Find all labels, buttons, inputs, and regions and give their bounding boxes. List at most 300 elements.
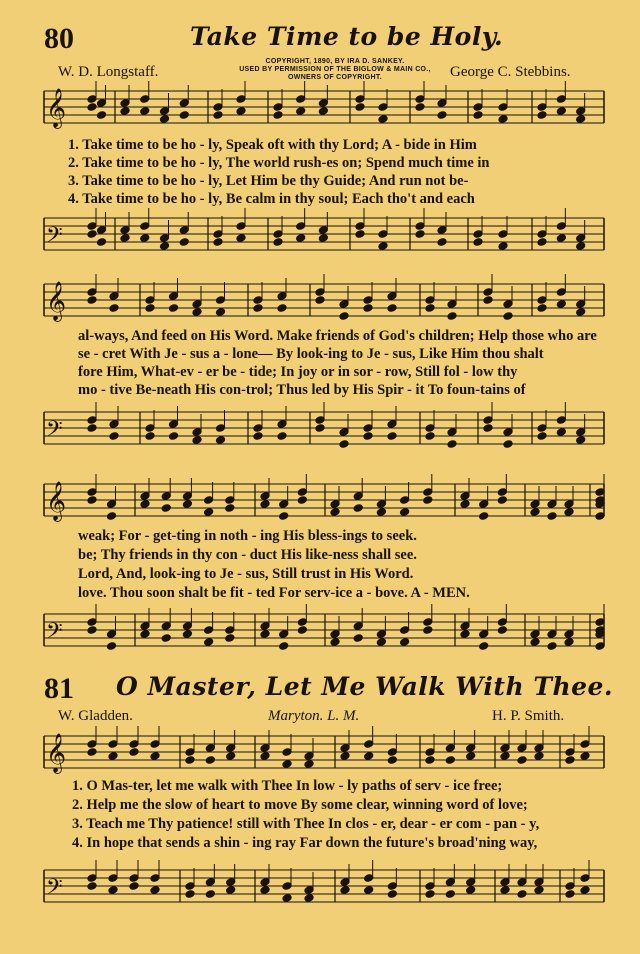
note-head xyxy=(318,107,328,116)
note-head xyxy=(353,622,363,631)
note-head xyxy=(145,296,155,305)
note-head xyxy=(339,312,349,321)
note-head xyxy=(378,103,388,112)
note-head xyxy=(556,222,566,231)
lyric-line: se - cret With Je - sus a - lone— By look-ing to Je - sus, Like Him thou shalt xyxy=(78,346,544,362)
note-head xyxy=(87,288,97,297)
note-head xyxy=(483,296,493,305)
note-head xyxy=(534,878,544,887)
note-head xyxy=(236,234,246,243)
hymn-title: Take Time to be Holy. xyxy=(190,22,504,51)
note-head xyxy=(556,234,566,243)
note-head xyxy=(226,886,236,895)
note-head xyxy=(564,630,574,639)
note-head xyxy=(547,512,557,521)
note-head xyxy=(107,500,117,509)
note-head xyxy=(318,99,328,108)
note-head xyxy=(447,428,457,437)
note-head xyxy=(273,238,283,247)
note-head xyxy=(108,886,118,895)
note-head xyxy=(120,234,130,243)
note-head xyxy=(315,296,325,305)
lyric-line: be; Thy friends in thy con - duct His like-ness shall see. xyxy=(78,547,417,563)
note-head xyxy=(498,115,508,124)
note-head xyxy=(108,752,118,761)
note-head xyxy=(339,300,349,309)
note-head xyxy=(140,500,150,509)
note-head xyxy=(364,874,374,883)
note-head xyxy=(205,878,215,887)
note-head xyxy=(415,222,425,231)
note-head xyxy=(296,95,306,104)
note-head xyxy=(253,424,263,433)
note-head xyxy=(497,626,507,635)
note-head xyxy=(192,428,202,437)
note-head xyxy=(107,630,117,639)
note-head xyxy=(503,440,513,449)
note-head xyxy=(108,874,118,883)
lyric-line: 3. Teach me Thy patience! still with Thee In clos - er, dear - er com - pan - y, xyxy=(72,816,540,832)
note-head xyxy=(260,622,270,631)
note-head xyxy=(353,492,363,501)
lyric-line: 4. Take time to be ho - ly, Be calm in thy soul; Each tho't and each xyxy=(68,191,475,207)
note-head xyxy=(216,436,226,445)
note-head xyxy=(400,496,410,505)
note-head xyxy=(192,308,202,317)
note-head xyxy=(97,238,107,247)
note-head xyxy=(182,492,192,501)
note-head xyxy=(279,512,289,521)
copyright-line: COPYRIGHT, 1890, BY IRA D. SANKEY. xyxy=(265,58,405,65)
note-head xyxy=(415,95,425,104)
note-head xyxy=(500,886,510,895)
note-head xyxy=(400,638,410,647)
bass-clef: 𝄢 xyxy=(46,223,63,253)
lyric-line: 2. Take time to be ho - ly, The world rush-es on; Spend much time in xyxy=(68,155,490,171)
note-head xyxy=(330,630,340,639)
note-head xyxy=(340,886,350,895)
note-head xyxy=(460,500,470,509)
note-head xyxy=(107,512,117,521)
note-head xyxy=(547,630,557,639)
note-head xyxy=(530,508,540,517)
note-head xyxy=(537,230,547,239)
note-head xyxy=(445,744,455,753)
treble-clef: 𝄞 xyxy=(46,88,67,128)
note-head xyxy=(498,242,508,251)
note-head xyxy=(556,416,566,425)
note-head xyxy=(260,744,270,753)
lyric-line: mo - tive Be-neath His con-trol; Thus led by His Spir - it To foun-tains of xyxy=(78,382,526,398)
note-head xyxy=(160,242,170,251)
note-head xyxy=(120,226,130,235)
note-head xyxy=(161,492,171,501)
note-head xyxy=(318,234,328,243)
note-head xyxy=(120,99,130,108)
note-head xyxy=(565,882,575,891)
lyric-line: Lord, And, look-ing to Je - sus, Still trust in His Word. xyxy=(78,566,414,582)
note-head xyxy=(87,296,97,305)
note-head xyxy=(339,428,349,437)
note-head xyxy=(576,308,586,317)
note-head xyxy=(547,500,557,509)
note-head xyxy=(129,740,139,749)
note-head xyxy=(282,748,292,757)
note-head xyxy=(423,488,433,497)
note-head xyxy=(556,288,566,297)
composer-credit: H. P. Smith. xyxy=(492,708,565,724)
note-head xyxy=(437,238,447,247)
note-head xyxy=(109,304,119,313)
note-head xyxy=(537,111,547,120)
note-head xyxy=(460,492,470,501)
note-head xyxy=(565,890,575,899)
note-head xyxy=(363,424,373,433)
note-head xyxy=(580,874,590,883)
note-head xyxy=(97,111,107,120)
note-head xyxy=(534,886,544,895)
note-head xyxy=(423,626,433,635)
note-head xyxy=(466,878,476,887)
note-head xyxy=(547,642,557,651)
note-head xyxy=(400,626,410,635)
note-head xyxy=(330,638,340,647)
note-head xyxy=(140,622,150,631)
note-head xyxy=(425,882,435,891)
lyric-line: fore Him, What-ev - er be - tide; In joy or in sor - row, Still fol - low thy xyxy=(78,364,518,380)
note-head xyxy=(185,882,195,891)
note-head xyxy=(580,886,590,895)
note-head xyxy=(304,886,314,895)
lyric-line: 1. Take time to be ho - ly, Speak oft with thy Lord; A - bide in Him xyxy=(68,137,477,153)
note-head xyxy=(273,111,283,120)
note-head xyxy=(150,874,160,883)
note-head xyxy=(517,890,527,899)
note-head xyxy=(340,878,350,887)
note-head xyxy=(437,111,447,120)
hymn-title: O Master, Let Me Walk With Thee. xyxy=(116,672,614,701)
note-head xyxy=(182,630,192,639)
note-head xyxy=(564,508,574,517)
note-head xyxy=(473,230,483,239)
note-head xyxy=(387,890,397,899)
note-head xyxy=(182,622,192,631)
note-head xyxy=(564,500,574,509)
note-head xyxy=(140,492,150,501)
note-head xyxy=(473,111,483,120)
composer-credit: George C. Stebbins. xyxy=(450,64,571,80)
note-head xyxy=(161,634,171,643)
note-head xyxy=(565,748,575,757)
note-head xyxy=(277,304,287,313)
note-head xyxy=(87,748,97,757)
note-head xyxy=(534,752,544,761)
note-head xyxy=(425,890,435,899)
note-head xyxy=(479,642,489,651)
note-head xyxy=(503,312,513,321)
note-head xyxy=(279,500,289,509)
note-head xyxy=(576,242,586,251)
note-head xyxy=(140,234,150,243)
lyric-line: love. Thou soon shalt be fit - ted For serv-ice a - bove. A - MEN. xyxy=(78,585,470,601)
note-head xyxy=(120,107,130,116)
note-head xyxy=(87,103,97,112)
note-head xyxy=(129,748,139,757)
note-head xyxy=(387,420,397,429)
note-head xyxy=(87,416,97,425)
note-head xyxy=(140,630,150,639)
note-head xyxy=(260,752,270,761)
note-head xyxy=(87,882,97,891)
note-head xyxy=(160,107,170,116)
note-head xyxy=(253,304,263,313)
note-head xyxy=(160,115,170,124)
note-head xyxy=(378,230,388,239)
note-head xyxy=(192,300,202,309)
note-head xyxy=(226,878,236,887)
note-head xyxy=(179,111,189,120)
note-head xyxy=(205,756,215,765)
note-head xyxy=(87,626,97,635)
note-head xyxy=(107,642,117,651)
note-head xyxy=(145,432,155,441)
note-head xyxy=(447,300,457,309)
note-head xyxy=(387,432,397,441)
note-head xyxy=(363,304,373,313)
treble-clef: 𝄞 xyxy=(46,281,67,321)
note-head xyxy=(576,107,586,116)
copyright-line: USED BY PERMISSION OF THE BIGLOW & MAIN CO., xyxy=(239,66,431,73)
note-head xyxy=(179,238,189,247)
note-head xyxy=(87,95,97,104)
note-head xyxy=(185,756,195,765)
hymn-number: 80 xyxy=(44,22,74,55)
note-head xyxy=(530,500,540,509)
note-head xyxy=(204,638,214,647)
note-head xyxy=(225,626,235,635)
note-head xyxy=(376,508,386,517)
note-head xyxy=(425,432,435,441)
note-head xyxy=(423,618,433,627)
note-head xyxy=(498,230,508,239)
note-head xyxy=(169,420,179,429)
note-head xyxy=(304,760,314,769)
bass-clef: 𝄢 xyxy=(46,417,63,447)
note-head xyxy=(169,304,179,313)
note-head xyxy=(129,874,139,883)
note-head xyxy=(503,300,513,309)
note-head xyxy=(150,752,160,761)
note-head xyxy=(460,622,470,631)
note-head xyxy=(355,222,365,231)
note-head xyxy=(425,424,435,433)
note-head xyxy=(213,103,223,112)
note-head xyxy=(150,886,160,895)
note-head xyxy=(378,115,388,124)
note-head xyxy=(140,95,150,104)
note-head xyxy=(576,436,586,445)
note-head xyxy=(260,492,270,501)
note-head xyxy=(213,230,223,239)
note-head xyxy=(87,222,97,231)
note-head xyxy=(517,756,527,765)
note-head xyxy=(205,890,215,899)
note-head xyxy=(179,226,189,235)
note-head xyxy=(304,894,314,903)
note-head xyxy=(296,107,306,116)
note-head xyxy=(225,634,235,643)
note-head xyxy=(415,103,425,112)
note-head xyxy=(387,756,397,765)
note-head xyxy=(595,512,605,521)
note-head xyxy=(273,103,283,112)
bass-clef: 𝄢 xyxy=(46,619,63,649)
note-head xyxy=(145,304,155,313)
note-head xyxy=(425,296,435,305)
note-head xyxy=(225,504,235,513)
note-head xyxy=(169,432,179,441)
note-head xyxy=(109,420,119,429)
note-head xyxy=(277,292,287,301)
note-head xyxy=(387,882,397,891)
note-head xyxy=(304,752,314,761)
lyric-line: weak; For - get-ting in noth - ing His bless-ings to seek. xyxy=(78,528,417,544)
note-head xyxy=(479,630,489,639)
note-head xyxy=(483,424,493,433)
note-head xyxy=(236,222,246,231)
note-head xyxy=(315,416,325,425)
note-head xyxy=(517,744,527,753)
note-head xyxy=(182,500,192,509)
note-head xyxy=(497,496,507,505)
note-head xyxy=(437,226,447,235)
note-head xyxy=(355,103,365,112)
note-head xyxy=(576,300,586,309)
note-head xyxy=(282,760,292,769)
note-head xyxy=(297,618,307,627)
note-head xyxy=(216,424,226,433)
note-head xyxy=(537,238,547,247)
note-head xyxy=(378,242,388,251)
note-head xyxy=(236,107,246,116)
note-head xyxy=(400,508,410,517)
note-head xyxy=(353,634,363,643)
note-head xyxy=(479,512,489,521)
note-head xyxy=(204,496,214,505)
note-head xyxy=(466,752,476,761)
note-head xyxy=(445,878,455,887)
note-head xyxy=(282,882,292,891)
note-head xyxy=(353,504,363,513)
note-head xyxy=(315,424,325,433)
note-head xyxy=(466,744,476,753)
copyright-line: OWNERS OF COPYRIGHT. xyxy=(288,74,382,81)
note-head xyxy=(330,508,340,517)
note-head xyxy=(363,432,373,441)
note-head xyxy=(363,296,373,305)
note-head xyxy=(297,626,307,635)
note-head xyxy=(87,740,97,749)
note-head xyxy=(216,308,226,317)
note-head xyxy=(500,744,510,753)
poet-credit: W. D. Longstaff. xyxy=(58,64,159,80)
note-head xyxy=(556,95,566,104)
note-head xyxy=(87,424,97,433)
note-head xyxy=(216,296,226,305)
note-head xyxy=(260,886,270,895)
note-head xyxy=(537,432,547,441)
note-head xyxy=(145,424,155,433)
note-head xyxy=(576,428,586,437)
note-head xyxy=(97,226,107,235)
note-head xyxy=(253,432,263,441)
note-head xyxy=(315,288,325,297)
note-head xyxy=(425,748,435,757)
note-head xyxy=(192,436,202,445)
note-head xyxy=(87,488,97,497)
note-head xyxy=(129,882,139,891)
note-head xyxy=(460,630,470,639)
note-head xyxy=(279,642,289,651)
note-head xyxy=(282,894,292,903)
note-head xyxy=(423,496,433,505)
note-head xyxy=(279,630,289,639)
note-head xyxy=(226,752,236,761)
note-head xyxy=(364,740,374,749)
note-head xyxy=(108,740,118,749)
lyric-line: al-ways, And feed on His Word. Make friends of God's children; Help those who are xyxy=(78,328,597,344)
note-head xyxy=(534,744,544,753)
note-head xyxy=(580,752,590,761)
note-head xyxy=(537,296,547,305)
note-head xyxy=(537,304,547,313)
note-head xyxy=(376,638,386,647)
note-head xyxy=(500,752,510,761)
note-head xyxy=(537,424,547,433)
note-head xyxy=(330,500,340,509)
note-head xyxy=(530,638,540,647)
bass-clef: 𝄢 xyxy=(46,875,63,905)
note-head xyxy=(437,99,447,108)
note-head xyxy=(204,508,214,517)
note-head xyxy=(339,440,349,449)
note-head xyxy=(226,744,236,753)
note-head xyxy=(87,618,97,627)
note-head xyxy=(595,642,605,651)
note-head xyxy=(387,292,397,301)
note-head xyxy=(556,107,566,116)
note-head xyxy=(497,488,507,497)
note-head xyxy=(498,103,508,112)
note-head xyxy=(503,428,513,437)
note-head xyxy=(376,630,386,639)
note-head xyxy=(530,630,540,639)
note-head xyxy=(565,756,575,765)
note-head xyxy=(537,103,547,112)
note-head xyxy=(425,304,435,313)
treble-clef: 𝄞 xyxy=(46,733,67,773)
note-head xyxy=(97,99,107,108)
note-head xyxy=(517,878,527,887)
note-head xyxy=(497,618,507,627)
note-head xyxy=(213,238,223,247)
note-head xyxy=(466,886,476,895)
note-head xyxy=(273,230,283,239)
note-head xyxy=(364,752,374,761)
note-head xyxy=(169,292,179,301)
note-head xyxy=(447,440,457,449)
note-head xyxy=(109,432,119,441)
